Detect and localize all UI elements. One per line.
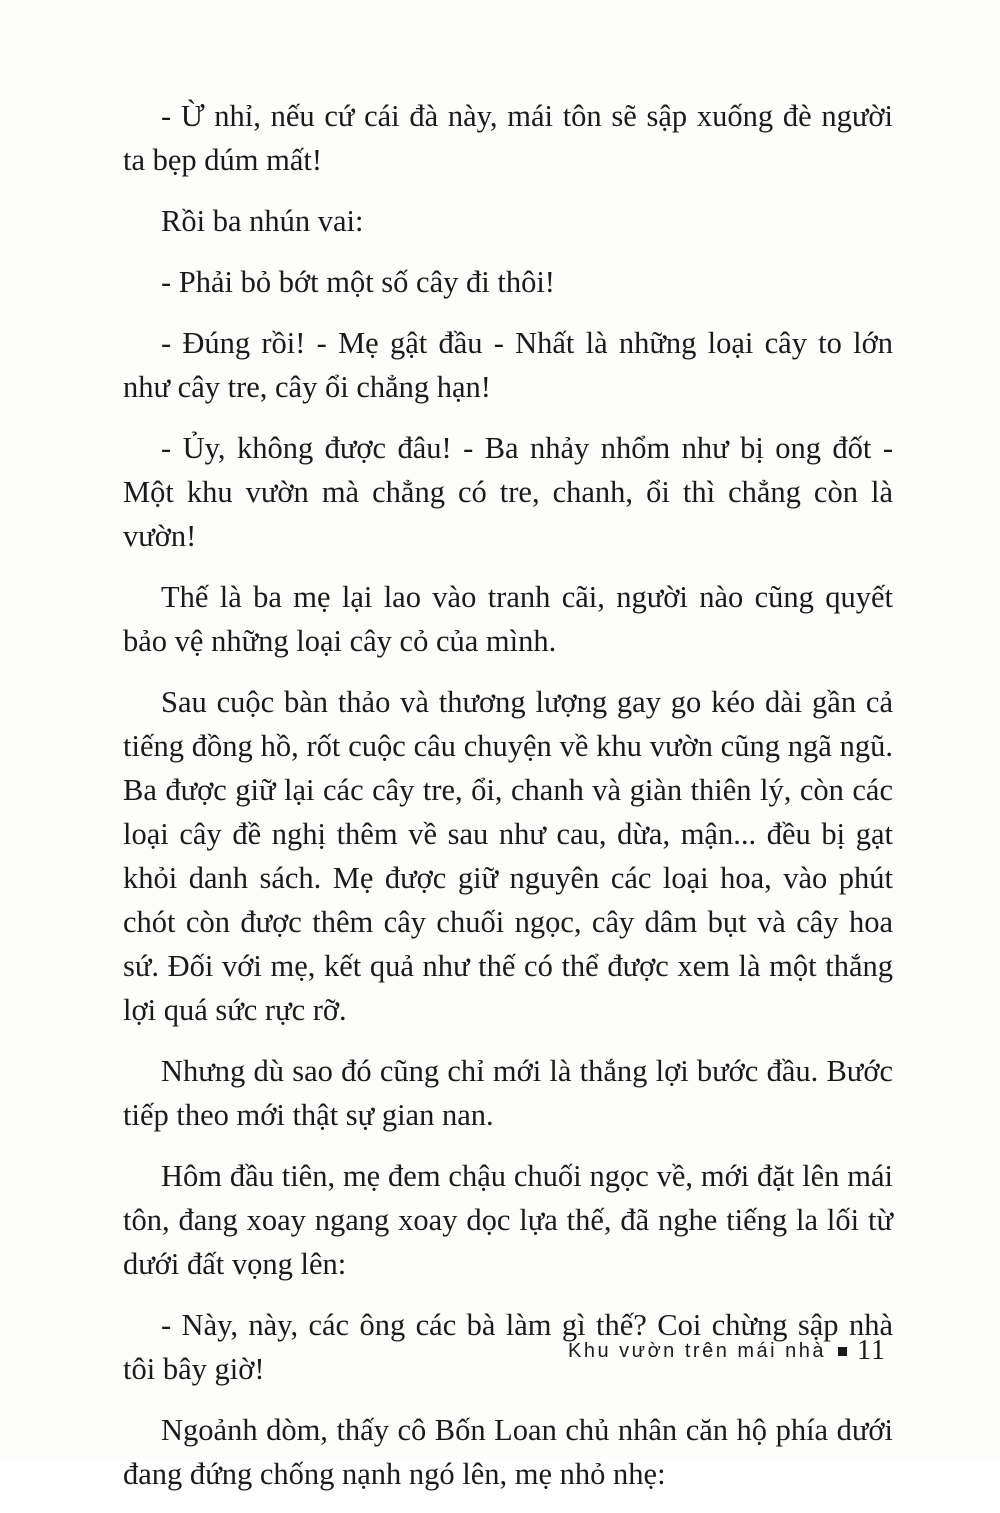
paragraph-7: Sau cuộc bàn thảo và thương lượng gay go kéo dài gần cả tiếng đồng hồ, rốt cuộc câu chuyện về khu vườn cũng ngã ngũ. Ba được giữ lại các cây tre, ổi, chanh và giàn thiên lý, còn các loại cây đề nghị thêm về sau như cau, dừa, mận... đều bị gạt khỏi danh sách. Mẹ được giữ nguyên các loại hoa, vào phút chót còn được thêm cây chuối ngọc, cây dâm bụt và cây hoa sứ. Đối với mẹ, kết quả như thế có thể được xem là một thắng lợi quá sức rực rỡ. <box>123 685 893 1027</box>
page-number: 11 <box>857 1335 886 1366</box>
paragraph-6: Thế là ba mẹ lại lao vào tranh cãi, người nào cũng quyết bảo vệ những loại cây cỏ của mình. <box>123 580 893 658</box>
paragraph-4: - Đúng rồi! - Mẹ gật đầu - Nhất là những loại cây to lớn như cây tre, cây ổi chẳng hạn! <box>123 326 893 404</box>
paragraph-10: - Này, này, các ông các bà làm gì thế? Coi chừng sập nhà tôi bây giờ! <box>123 1308 893 1386</box>
paragraph-11: Ngoảnh dòm, thấy cô Bốn Loan chủ nhân căn hộ phía dưới đang đứng chống nạnh ngó lên, mẹ nhỏ nhẹ: <box>123 1413 893 1491</box>
paragraph-9: Hôm đầu tiên, mẹ đem chậu chuối ngọc về, mới đặt lên mái tôn, đang xoay ngang xoay dọc lựa thế, đã nghe tiếng la lối từ dưới đất vọng lên: <box>123 1159 893 1281</box>
paragraph-1: - Ừ nhỉ, nếu cứ cái đà này, mái tôn sẽ sập xuống đè người ta bẹp dúm mất! <box>123 99 893 177</box>
paragraph-3: - Phải bỏ bớt một số cây đi thôi! <box>161 265 555 299</box>
running-title: Khu vườn trên mái nhà <box>568 1339 827 1362</box>
page-footer <box>568 1333 886 1369</box>
page-body <box>123 94 893 1513</box>
paragraph-5: - Ủy, không được đâu! - Ba nhảy nhổm như bị ong đốt - Một khu vườn mà chẳng có tre, chanh, ổi thì chẳng còn là vườn! <box>123 431 893 553</box>
paragraph-2: Rồi ba nhún vai: <box>161 204 364 238</box>
paragraph-8: Nhưng dù sao đó cũng chỉ mới là thắng lợi bước đầu. Bước tiếp theo mới thật sự gian nan. <box>123 1054 893 1132</box>
square-bullet-icon <box>838 1347 847 1356</box>
